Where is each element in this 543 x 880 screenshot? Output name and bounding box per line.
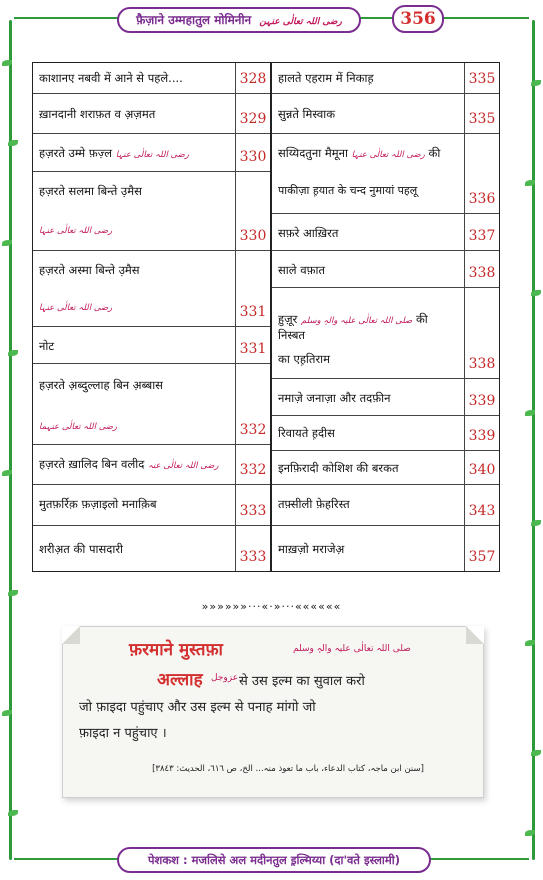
toc-row[interactable] [272, 251, 499, 288]
contents-table [32, 62, 500, 572]
toc-row[interactable] [33, 172, 270, 251]
hadith-line-3: फ़ाइदा न पहुंचाए । [79, 726, 167, 741]
toc-entry-title: सय्यिदतुना मैमूना رضی اللہ تعالٰی عنہا की [278, 146, 441, 160]
contents-right-column [272, 63, 499, 571]
toc-row[interactable] [272, 379, 499, 416]
toc-row[interactable] [272, 63, 499, 94]
toc-row[interactable] [33, 445, 270, 485]
book-title [117, 7, 361, 33]
toc-entry-honorific: رضی اللہ تعالٰی عنہا [39, 303, 113, 313]
toc-entry-page: 332 [235, 445, 270, 484]
toc-entry-page: 338 [464, 251, 499, 287]
hadith-line-2: जो फ़ाइदा पहुंचाए और उस इल्म से पनाह मांगो जो [79, 700, 316, 715]
toc-entry-title: हज़रते उम्मे फ़ज़्ल رضی اللہ تعالٰی عنہا [39, 146, 189, 160]
toc-entry-page: 343 [464, 485, 499, 525]
toc-row[interactable] [272, 214, 499, 251]
hadith-card [62, 626, 484, 798]
toc-row[interactable] [272, 416, 499, 451]
hadith-reference: [سنن ابن ماجہ، کتاب الدعاء، باب ما تعوذ منہ... الخ، ص ٦١٦، الحدیث: ٣٨٤٣] [152, 764, 424, 774]
toc-row[interactable] [33, 134, 270, 172]
toc-entry-title: ख़ानदानी शराफ़त व अ़ज़मत [39, 107, 156, 121]
toc-entry-page: 330 [235, 172, 270, 250]
allah-honorific: عزوجل [211, 673, 239, 683]
toc-row[interactable] [272, 485, 499, 526]
page-footer [14, 846, 529, 872]
toc-entry-title: काशानए नबवी में आने से पहले.... [39, 71, 183, 85]
honorific-ar: صلی اللہ تعالٰی علیہ والہٖ وسلم [301, 316, 413, 326]
toc-entry-page: 339 [464, 416, 499, 450]
hadith-heading-text: फ़रमाने मुस्तफ़ा [129, 640, 223, 660]
toc-row[interactable] [272, 94, 499, 134]
toc-entry-title: हज़रते अ़ब्दुल्लाह बिन अ़ब्बास [39, 378, 163, 392]
toc-entry-title: हालते एहराम में निकाह़ [278, 71, 374, 85]
toc-entry-page: 331 [235, 251, 270, 326]
toc-entry-title: शरीअ़त की पासदारी [39, 542, 124, 556]
toc-entry-page: 357 [464, 526, 499, 571]
toc-entry-page: 337 [464, 214, 499, 250]
toc-entry-title: माख़ज़ो मराजेअ़ [278, 542, 345, 556]
hadith-heading-honorific: صلی اللہ تعالٰی علیہ والہٖ وسلم [293, 644, 411, 654]
toc-entry-title: हज़रते सलमा बिन्ते उ़मैस [39, 184, 142, 198]
page-header [14, 4, 529, 32]
toc-entry-page: 332 [235, 364, 270, 444]
toc-entry-title: इनफ़िरादी कोशिश की बरकत [278, 461, 399, 475]
honorific-ar: رضی اللہ تعالٰی عنہا [115, 150, 189, 160]
toc-entry-title: साले वफ़ात [278, 263, 325, 277]
contents-left-column [33, 63, 272, 571]
toc-entry-title: नमाज़े जनाज़ा और तदफ़ीन [278, 391, 391, 405]
toc-row[interactable] [33, 63, 270, 94]
toc-row[interactable] [272, 526, 499, 571]
toc-row[interactable] [272, 288, 499, 379]
toc-row[interactable] [272, 451, 499, 485]
toc-entry-title: रिवायते ह़दीस [278, 426, 335, 440]
book-title-text: फ़ैज़ाने उम्महातुल मोमिनीन [136, 13, 252, 27]
toc-entry-page: 333 [235, 526, 270, 571]
toc-entry-page: 328 [235, 63, 270, 93]
toc-entry-title: ह़ुज़ूर صلی اللہ تعالٰی علیہ والہٖ وسلم की निस्बत [278, 312, 428, 342]
toc-entry-title: तफ़्सीली फ़ेहरिस्त [278, 497, 350, 511]
toc-entry-page: 339 [464, 379, 499, 415]
honorific-ar: رضی اللہ تعالٰی عنہ [148, 461, 219, 471]
toc-entry-title-cont: का एह़तिराम [278, 352, 331, 366]
toc-row[interactable] [33, 327, 270, 364]
toc-row[interactable] [33, 485, 270, 526]
toc-entry-page: 329 [235, 94, 270, 133]
toc-entry-page: 333 [235, 485, 270, 525]
hadith-heading [63, 637, 483, 659]
toc-entry-page: 331 [235, 327, 270, 363]
toc-row[interactable] [33, 251, 270, 327]
toc-entry-honorific: رضی اللہ تعالٰی عنہما [39, 422, 118, 432]
hadith-line-1-text: से उस इल्म का सुवाल करो [239, 674, 365, 689]
toc-entry-page: 335 [464, 94, 499, 133]
ornamental-divider: »»»»»»···«·»···«««««« [201, 600, 342, 613]
toc-row[interactable] [33, 364, 270, 445]
right-vine-border [525, 20, 541, 860]
toc-row[interactable] [33, 94, 270, 134]
toc-entry-title: सुन्नते मिस्वाक [278, 107, 336, 121]
toc-entry-page: 330 [235, 134, 270, 171]
publisher-credit: पेशकश : मजलिसे अल मदीनतुल इ़ल्मिय्या (दा'वते इस्लामी) [117, 847, 431, 873]
toc-entry-title: नोट [39, 339, 55, 353]
toc-entry-title: सफ़रे आख़िरत [278, 226, 339, 240]
toc-entry-honorific: رضی اللہ تعالٰی عنہا [39, 226, 113, 236]
left-vine-border [2, 20, 18, 860]
honorific-ar: رضی اللہ تعالٰی عنہا [351, 150, 425, 160]
toc-entry-page: 335 [464, 63, 499, 93]
toc-row[interactable] [33, 526, 270, 571]
toc-entry-title: मुतफ़र्रिक़ फ़ज़ाइलो मनाक़िब [39, 497, 157, 511]
allah-word: अल्लाह [157, 670, 203, 690]
toc-entry-title: हज़रते अस्मा बिन्ते उ़मैस [39, 263, 140, 277]
toc-entry-page: 338 [464, 288, 499, 378]
toc-entry-title: हज़रते ख़ालिद बिन वलीद رضی اللہ تعالٰی عنہ [39, 457, 219, 471]
toc-entry-page: 336 [464, 134, 499, 213]
book-title-honorific: رضی اللہ تعالٰی عنہن [259, 17, 342, 27]
toc-row[interactable] [272, 134, 499, 214]
toc-entry-title-cont: पाकीज़ा ह़यात के चन्द नुमायां पहलू [278, 184, 418, 197]
toc-entry-page: 340 [464, 451, 499, 484]
page-number: 356 [392, 5, 444, 33]
